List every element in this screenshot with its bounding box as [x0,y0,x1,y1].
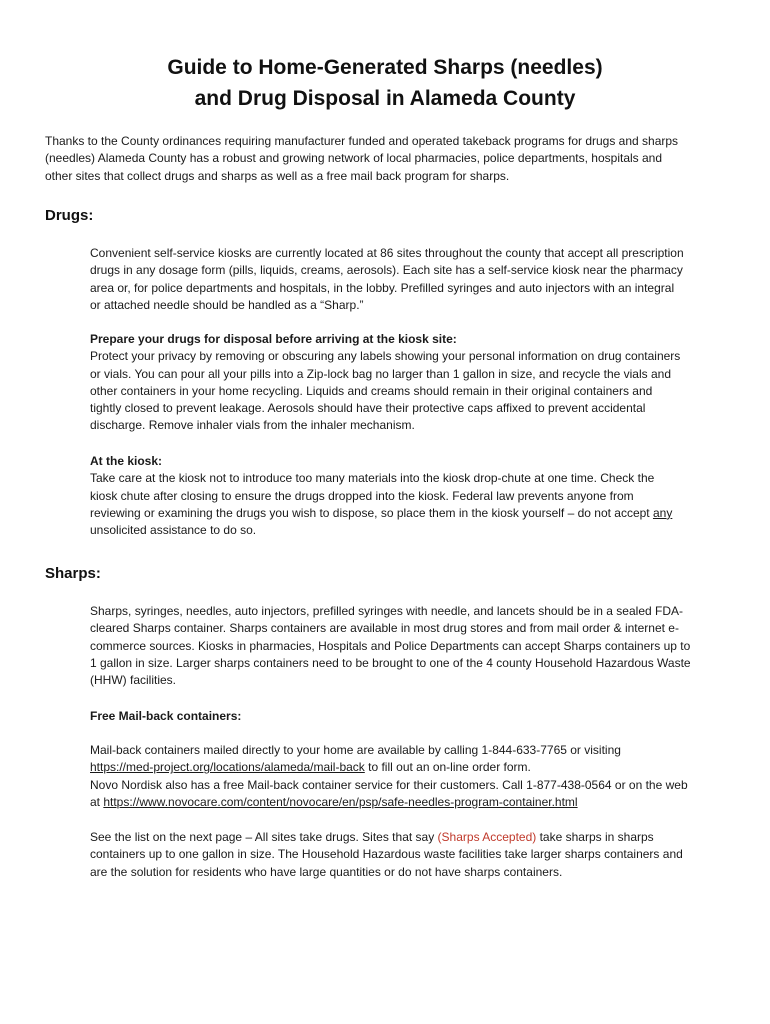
mailback-text: to fill out an on-line order form. [364,760,531,775]
intro-line: other sites that collect drugs and sharps as well as a free mail back program for sharps. [45,168,510,183]
mailback-line [90,759,688,776]
intro-paragraph [45,133,678,185]
list-line [90,829,683,846]
sharps-line: cleared Sharps container. Sharps containers are available in most drug stores and from mail order & internet e- [90,621,679,636]
prepare-line: other containers in your home recycling. Liquids and creams should remain in their original containers and [90,383,653,398]
emphasis-any: any [652,505,673,520]
list-paragraph [90,829,683,881]
prepare-section [90,331,680,435]
sharps-line: Sharps, syringes, needles, auto injectors, prefilled syringes with needle, and lancets should be in a sealed FDA- [90,604,683,618]
prepare-heading: Prepare your drugs for disposal before arriving at the kiosk site: [90,332,457,346]
mailback-line [90,794,688,811]
kiosk-paragraph [90,245,684,314]
sharps-line: (HHW) facilities. [90,673,176,688]
drugs-heading: Drugs: [45,207,94,224]
list-line: containers up to one gallon in size. The Household Hazardous waste facilities take larger sharps containers and [90,847,683,862]
mailback-paragraph [90,742,688,811]
prepare-line: tightly closed to prevent leakage. Aerosols should have their protective caps affixed to prevent accidental [90,401,646,416]
at-kiosk-heading: At the kiosk: [90,454,163,468]
intro-line: Thanks to the County ordinances requiring manufacturer funded and operated takeback programs for drugs and sharps [45,134,679,148]
prepare-line: Protect your privacy by removing or obscuring any labels showing your personal information on drug containers [90,349,681,364]
kiosk-line: Convenient self-service kiosks are currently located at 86 sites throughout the county that accept all prescription [90,246,684,260]
sharps-accepted-label: (Sharps Accepted) [437,830,537,844]
title-line-1: Guide to Home-Generated Sharps (needles) [167,56,603,79]
intro-line: (needles) Alameda County has a robust and growing network of local pharmacies, police departments, hospitals and [45,151,663,166]
kiosk-line: drugs in any dosage form (pills, liquids, creams, aerosols). Each site has a self-service kiosk near the pharmacy [90,263,683,278]
list-text: See the list on the next page – All sites take drugs. Sites that say [90,830,438,844]
mailback-heading-block [90,708,241,725]
list-text: take sharps in sharps [536,830,654,844]
prepare-line: discharge. Remove inhaler vials from the inhaler mechanism. [90,418,415,433]
mailback-line: Novo Nordisk also has a free Mail-back container service for their customers. Call 1-877-438-0564 or on the web [90,777,688,792]
sharps-paragraph [90,603,691,689]
kiosk-line: area or, for police departments and hospitals, in the lobby. Prefilled syringes and auto injectors with an integral [90,280,675,295]
kiosk-line: or attached needle should be handled as a “Sharp.” [90,297,364,312]
sharps-line: commerce sources. Kiosks in pharmacies, Hospitals and Police Departments can accept Sharps containers up to [90,638,691,653]
mailback-heading: Free Mail-back containers: [90,709,242,723]
novocare-link[interactable]: https://www.novocare.com/content/novocare/en/psp/safe-needles-program-container.html [103,794,578,809]
at-kiosk-line: Take care at the kiosk not to introduce too many materials into the kiosk drop-chute at one time. Check the [90,471,655,486]
at-kiosk-line: kiosk chute after closing to ensure the drugs dropped into the kiosk. Federal law prevents anyone from [90,488,634,503]
list-line: are the solution for residents who have large quantities or do not have sharps containers. [90,864,563,879]
at-kiosk-section [90,453,672,539]
at-kiosk-line: unsolicited assistance to do so. [90,523,257,538]
title-line-2: and Drug Disposal in Alameda County [194,87,576,110]
med-project-link[interactable]: https://med-project.org/locations/alameda/mail-back [90,760,365,775]
page-title [0,52,770,114]
prepare-line: or vials. You can pour all your pills into a Zip-lock bag no larger than 1 gallon in size, and recycle the vials and [90,366,671,381]
mailback-line: Mail-back containers mailed directly to your home are available by calling 1-844-633-7765 or visiting [90,743,621,757]
at-kiosk-text: reviewing or examining the drugs you wish to dispose, so place them in the kiosk yourself – do not accept [90,505,653,520]
sharps-heading: Sharps: [45,565,101,582]
sharps-line: 1 gallon in size. Larger sharps containers need to be brought to one of the 4 county Household Hazardous Waste [90,655,691,670]
at-kiosk-line [90,505,672,522]
mailback-text: at [90,794,104,809]
